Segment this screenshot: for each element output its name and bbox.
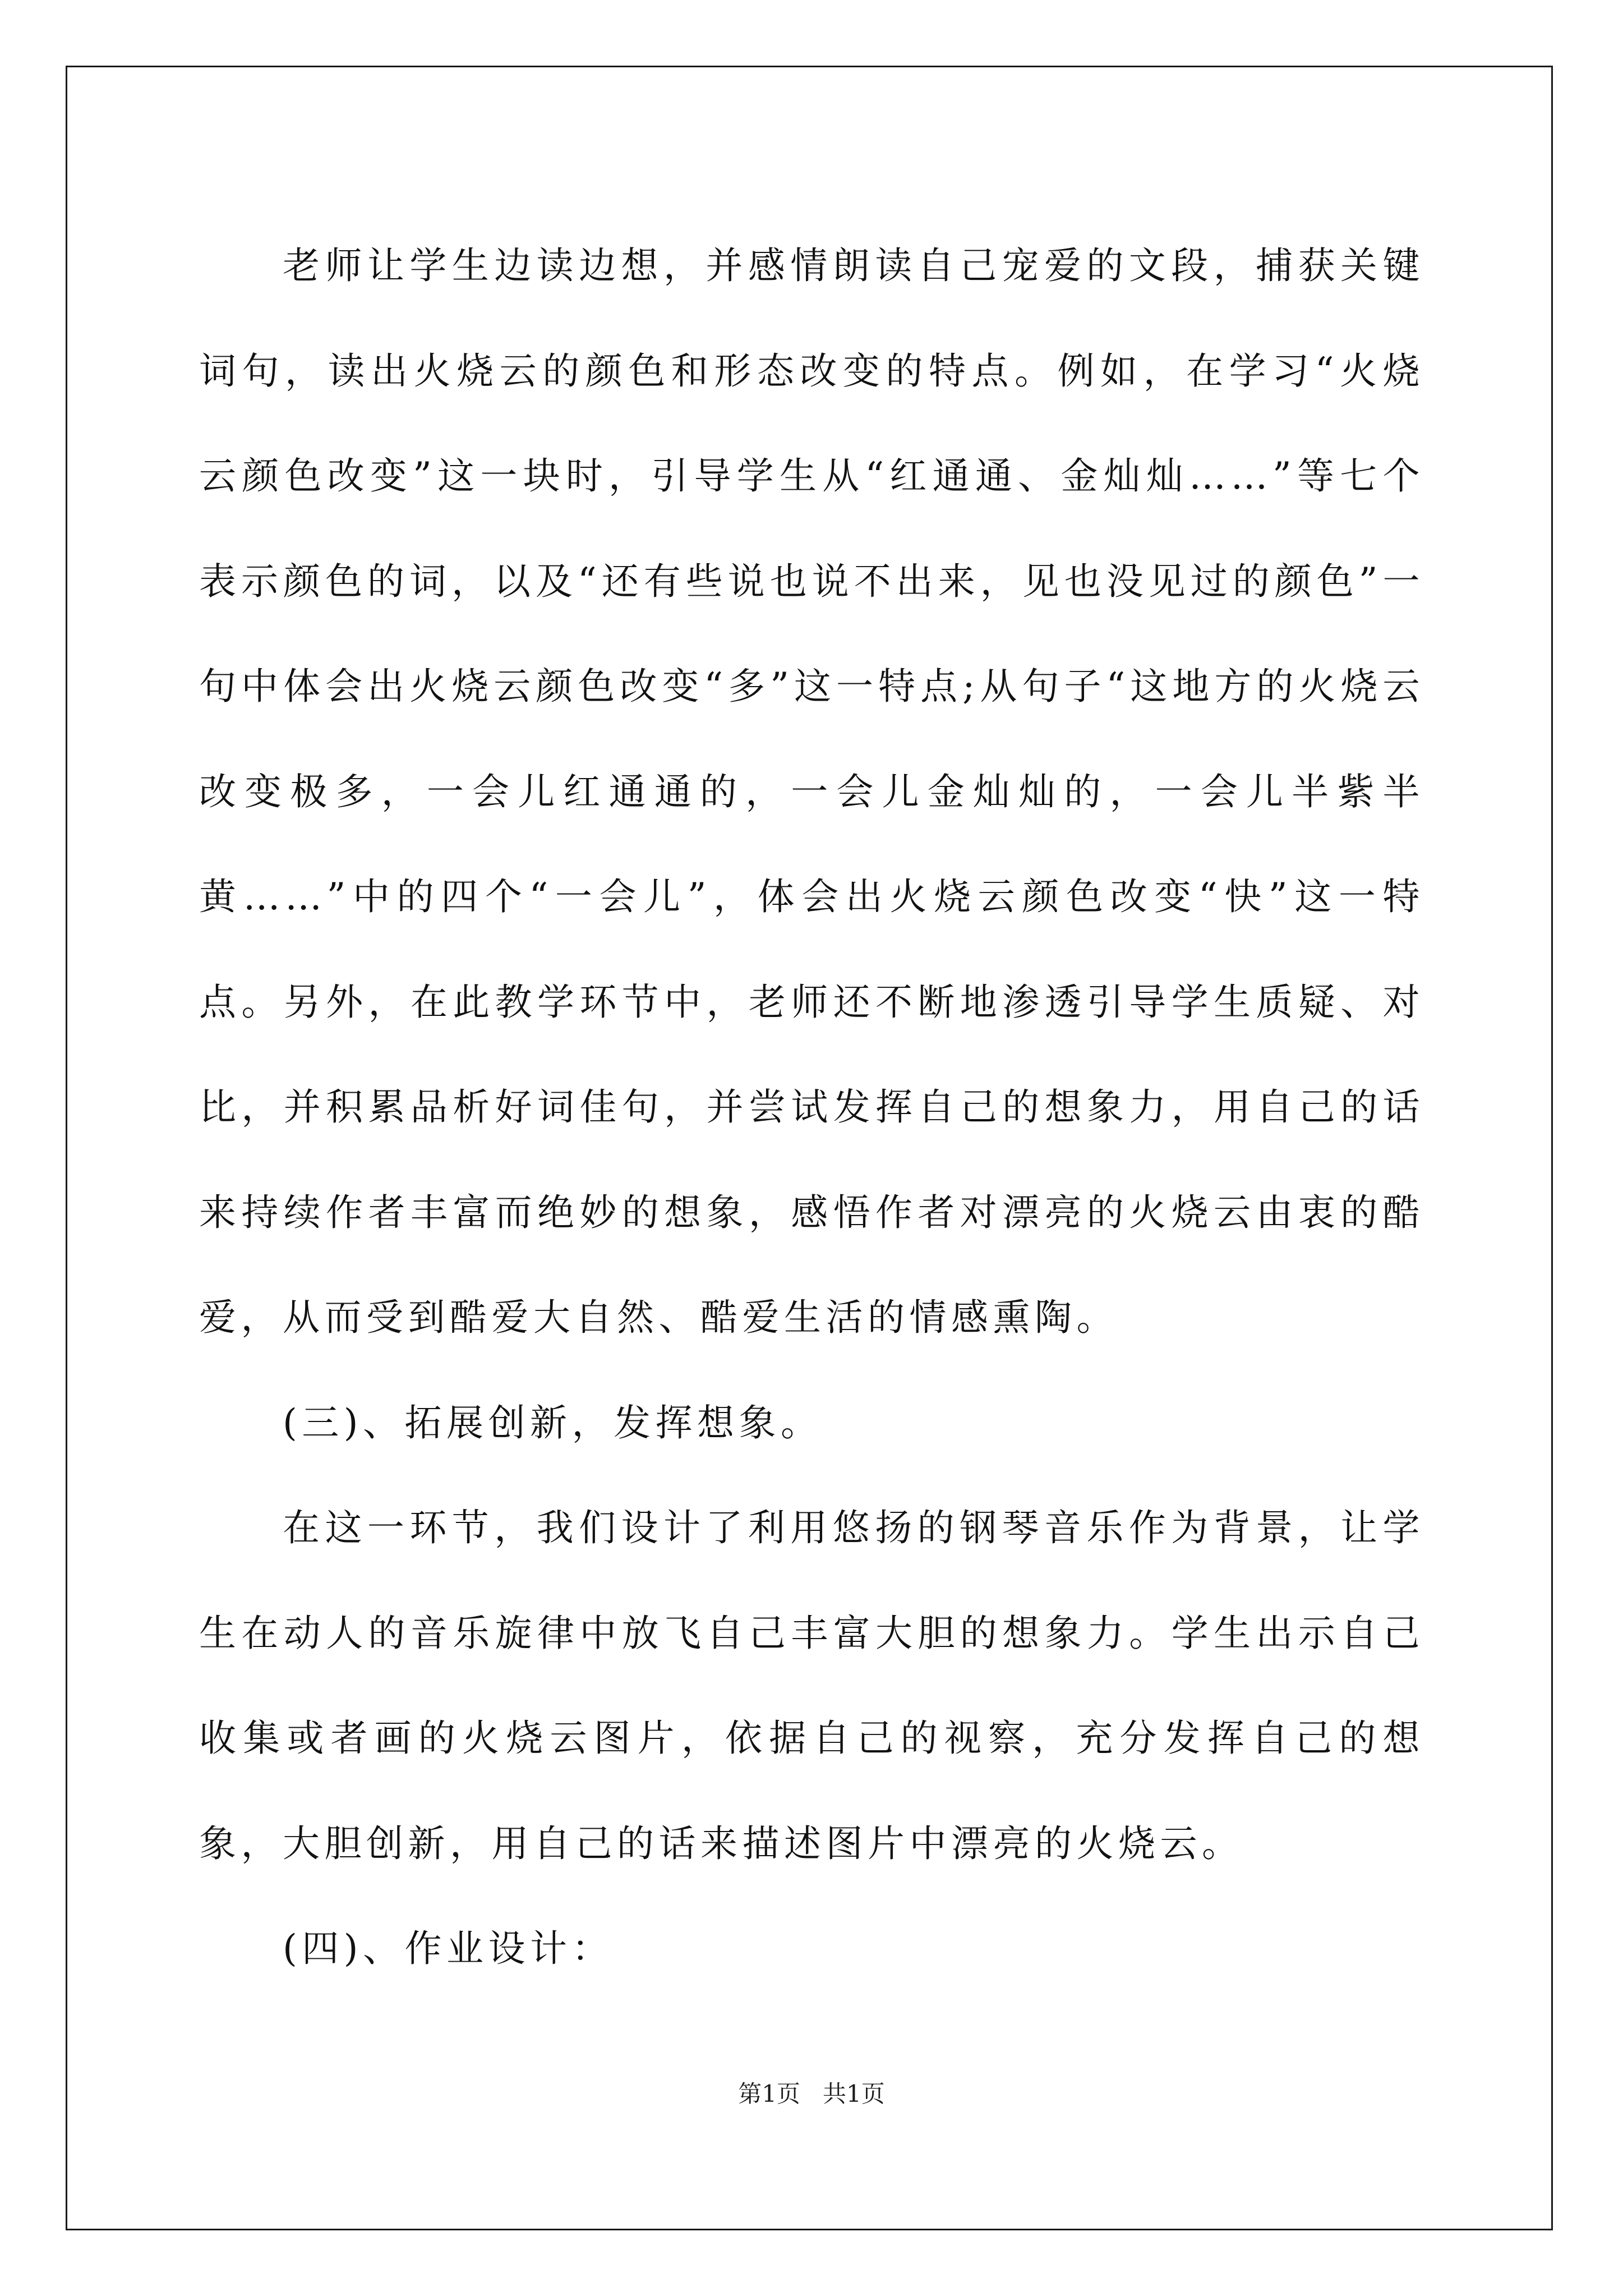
page-footer (0, 2076, 1623, 2109)
paragraph-lesson-reading: 老师让学生边读边想，并感情朗读自己宠爱的文段，捕获关键词句，读出火烧云的颜色和形态改变的特点。例如，在学习“火烧云颜色改变”这一块时，引导学生从“红通通、金灿灿……”等七个表示颜色的词，以及“还有些说也说不出来，见也没见过的颜色”一句中体会出火烧云颜色改变“多”这一特点;从句子“这地方的火烧云改变极多，一会儿红通通的，一会儿金灿灿的，一会儿半紫半黄……”中的四个“一会儿”，体会出火烧云颜色改变“快”这一特点。另外，在此教学环节中，老师还不断地渗透引导学生质疑、对比，并积累品析好词佳句，并尝试发挥自己的想象力，用自己的话来持续作者丰富而绝妙的想象，感悟作者对漂亮的火烧云由衷的酷爱，从而受到酷爱大自然、酷爱生活的情感熏陶。 (199, 244, 1424, 1339)
page-number-total: 共1页 (823, 2080, 885, 2108)
heading-section-four: (四)、作业设计： (283, 1927, 614, 1970)
document-body (199, 213, 1424, 2001)
page-number-current: 第1页 (738, 2080, 800, 2108)
paragraph-extension: 在这一环节，我们设计了利用悠扬的钢琴音乐作为背景，让学生在动人的音乐旋律中放飞自己丰富大胆的想象力。学生出示自己收集或者画的火烧云图片，依据自己的视察，充分发挥自己的想象，大胆创新，用自己的话来描述图片中漂亮的火烧云。 (199, 1506, 1424, 1865)
heading-section-three: (三)、拓展创新，发挥想象。 (283, 1401, 823, 1444)
